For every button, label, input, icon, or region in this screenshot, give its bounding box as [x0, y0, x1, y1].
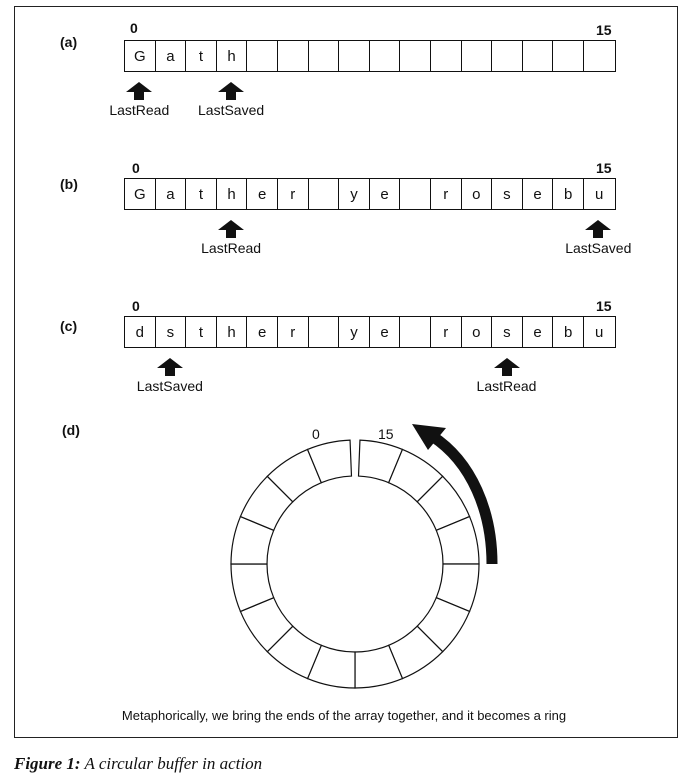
buffer-cell: u [595, 185, 604, 203]
pointer-label: LastRead [201, 240, 262, 256]
buffer-cell: r [278, 317, 309, 347]
buffer-cell: b [553, 317, 584, 347]
pointer-lastsaved [558, 220, 638, 256]
buffer-cell: r [278, 179, 309, 209]
buffer-cell: r [431, 317, 462, 347]
panel-c-index-end: 15 [596, 298, 612, 314]
buffer-cell: d [125, 317, 156, 347]
up-arrow-icon [157, 358, 183, 376]
buffer-cell [584, 41, 615, 71]
buffer-cell [247, 41, 278, 71]
buffer-cell: e [523, 179, 554, 209]
pointer-label: LastSaved [198, 102, 265, 118]
panel-b-index-start: 0 [132, 160, 140, 176]
buffer-cell [309, 41, 340, 71]
buffer-cell: s [492, 317, 523, 347]
buffer-cell [400, 41, 431, 71]
buffer-cell [370, 41, 401, 71]
buffer-cell: a [156, 179, 187, 209]
up-arrow-icon [218, 220, 244, 238]
up-arrow-icon [126, 82, 152, 100]
panel-a-label: (a) [60, 34, 78, 50]
buffer-cell: G [125, 179, 156, 209]
panel-a-array [124, 40, 616, 72]
buffer-cell: b [553, 179, 584, 209]
buffer-cell: t [186, 41, 217, 71]
panel-d-label: (d) [62, 422, 80, 438]
pointer-lastsaved [130, 358, 210, 394]
buffer-cell [400, 317, 431, 347]
buffer-cell [309, 317, 340, 347]
up-arrow-icon [585, 220, 611, 238]
panel-b-index-end: 15 [596, 160, 612, 176]
pointer-lastread [191, 220, 271, 256]
pointer-label: LastRead [109, 102, 170, 118]
buffer-cell: h [217, 179, 248, 209]
panel-c-label: (c) [60, 318, 78, 334]
pointer-lastsaved [191, 82, 271, 118]
buffer-cell [492, 41, 523, 71]
buffer-cell: a [156, 41, 187, 71]
panel-b-array [124, 178, 616, 210]
buffer-cell [553, 41, 584, 71]
figure-description: Metaphorically, we bring the ends of the array together, and it becomes a ring [121, 708, 567, 723]
ring-label-end: 15 [378, 426, 394, 442]
ring-label-start: 0 [312, 426, 320, 442]
buffer-cell: s [156, 317, 187, 347]
buffer-cell: t [186, 179, 217, 209]
buffer-cell: o [462, 317, 493, 347]
buffer-cell: e [370, 317, 401, 347]
buffer-cell: y [339, 317, 370, 347]
buffer-cell [400, 179, 431, 209]
panel-a-index-end: 15 [596, 22, 612, 38]
pointer-label: LastRead [476, 378, 537, 394]
panel-a-index-start: 0 [130, 20, 138, 36]
panel-c-array [124, 316, 616, 348]
buffer-cell: e [523, 317, 554, 347]
pointer-lastread [467, 358, 547, 394]
buffer-cell: e [370, 179, 401, 209]
up-arrow-icon [494, 358, 520, 376]
buffer-cell: e [247, 179, 278, 209]
buffer-cell [309, 179, 340, 209]
buffer-cell [278, 41, 309, 71]
buffer-cell [523, 41, 554, 71]
buffer-cell: u [595, 323, 604, 341]
buffer-cell: h [217, 41, 248, 71]
buffer-cell: t [186, 317, 217, 347]
ring-diagram [210, 422, 510, 702]
buffer-cell: o [462, 179, 493, 209]
figure-caption [14, 754, 262, 774]
buffer-cell: y [339, 179, 370, 209]
buffer-cell: s [492, 179, 523, 209]
buffer-cell: h [217, 317, 248, 347]
buffer-cell [339, 41, 370, 71]
buffer-cell [462, 41, 493, 71]
buffer-cell: G [125, 41, 156, 71]
buffer-cell [431, 41, 462, 71]
pointer-label: LastSaved [565, 240, 632, 256]
figure-caption-prefix: Figure 1: [14, 754, 81, 773]
buffer-cell: r [431, 179, 462, 209]
pointer-lastread [99, 82, 179, 118]
up-arrow-icon [218, 82, 244, 100]
pointer-label: LastSaved [136, 378, 203, 394]
panel-b-label: (b) [60, 176, 78, 192]
figure-caption-text: A circular buffer in action [84, 754, 263, 773]
buffer-cell: e [247, 317, 278, 347]
panel-c-index-start: 0 [132, 298, 140, 314]
